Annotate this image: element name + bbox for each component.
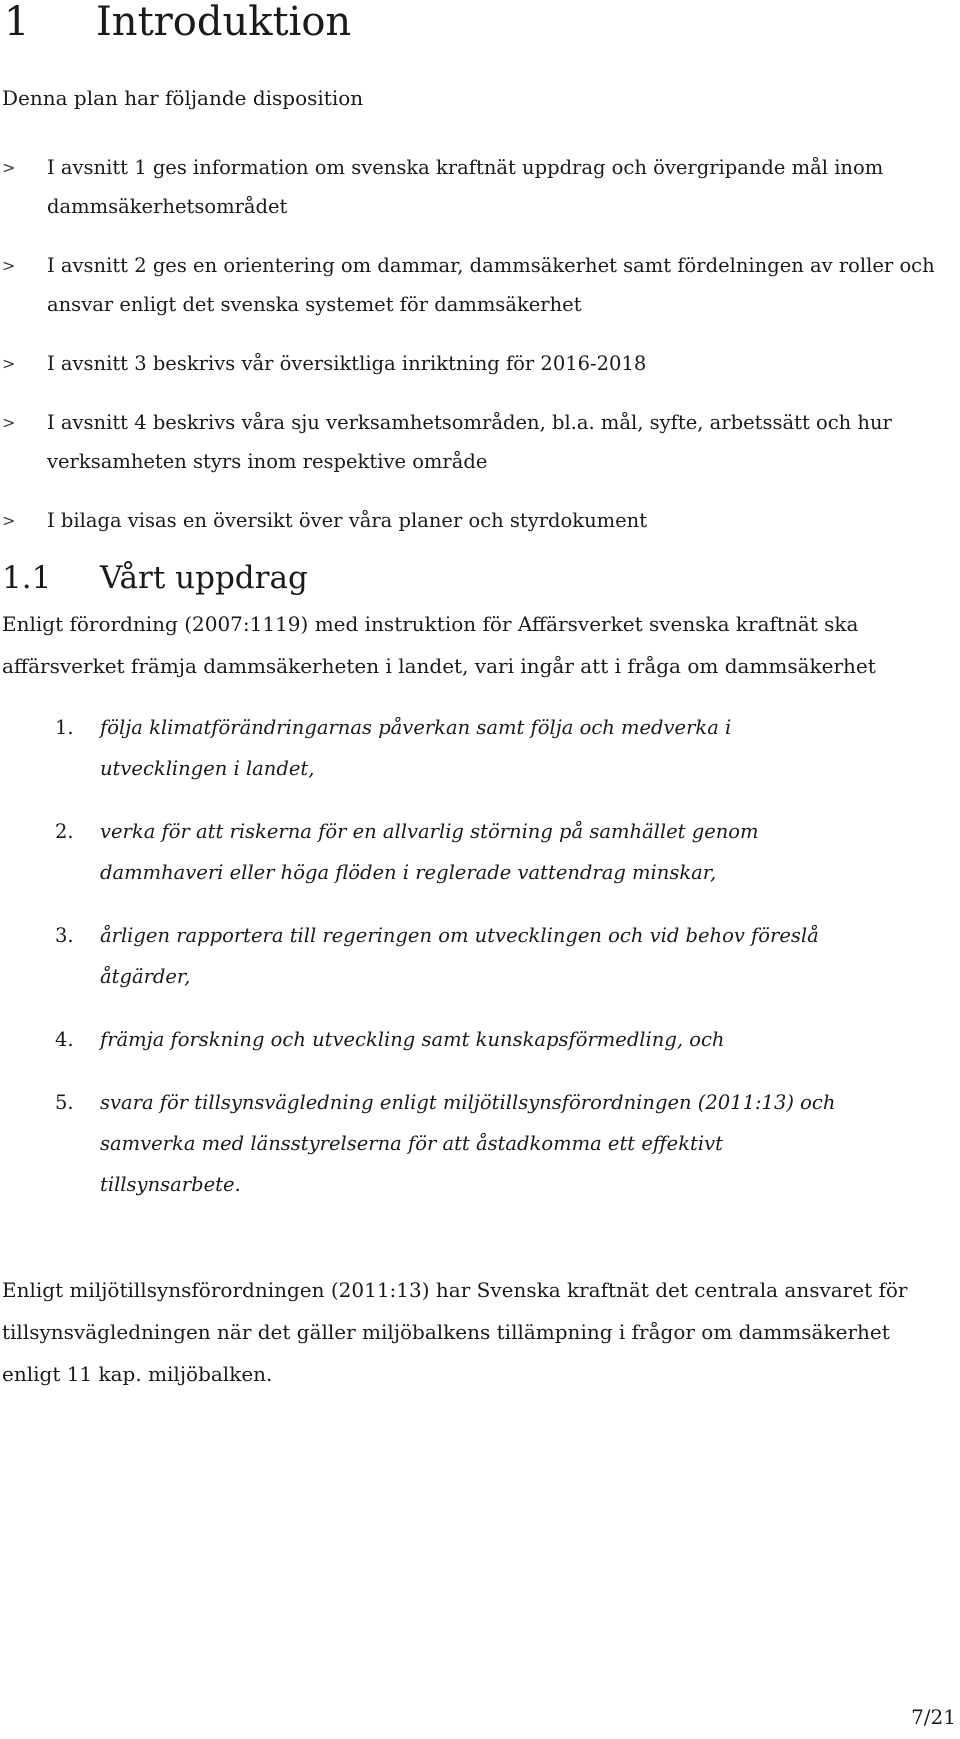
list-item bbox=[0, 1082, 840, 1205]
item-number: 4. bbox=[55, 1028, 74, 1051]
bullet-marker: > bbox=[2, 158, 16, 177]
item-text: främja forskning och utveckling samt kunskapsförmedling, och bbox=[100, 1028, 725, 1051]
item-number: 5. bbox=[55, 1091, 74, 1114]
bullet-marker: > bbox=[2, 354, 16, 373]
paragraph: Enligt förordning (2007:1119) med instruktion för Affärsverket svenska kraftnät ska affärsverket främja dammsäkerheten i landet, vari ingår att i fråga om dammsäkerhet bbox=[2, 612, 876, 678]
list-item bbox=[0, 501, 940, 540]
item-text: svara för tillsynsvägledning enligt miljötillsynsförordningen (2011:13) och samverka med länsstyrelserna för att åstadkomma ett effektivt tillsynsarbete. bbox=[100, 1091, 836, 1196]
item-number: 1. bbox=[55, 716, 74, 739]
item-number: 2. bbox=[55, 820, 74, 843]
numbered-list bbox=[0, 707, 900, 1227]
list-item bbox=[0, 707, 840, 789]
list-item bbox=[0, 1019, 840, 1060]
paragraph: Enligt miljötillsynsförordningen (2011:13) har Svenska kraftnät det centrala ansvaret för tillsynsvägledningen när det gäller miljöbalkens tillämpning i frågor om dammsäkerhet enligt 11 kap. miljöbalken. bbox=[2, 1278, 908, 1386]
bullet-text: I avsnitt 2 ges en orientering om dammar, dammsäkerhet samt fördelningen av roller och ansvar enligt det svenska systemet för dammsäkerhet bbox=[47, 254, 935, 316]
bullet-text: I bilaga visas en översikt över våra planer och styrdokument bbox=[47, 509, 648, 532]
list-item bbox=[0, 811, 840, 893]
item-text: årligen rapportera till regeringen om utvecklingen och vid behov föreslå åtgärder, bbox=[100, 924, 819, 988]
section-heading bbox=[4, 0, 351, 44]
list-item bbox=[0, 403, 940, 481]
subsection-number: 1.1 bbox=[2, 560, 52, 596]
bullet-marker: > bbox=[2, 511, 16, 530]
bullet-text: I avsnitt 3 beskrivs vår översiktliga inriktning för 2016-2018 bbox=[47, 352, 647, 375]
bullet-marker: > bbox=[2, 256, 16, 275]
item-text: verka för att riskerna för en allvarlig störning på samhället genom dammhaveri eller höga flöden i reglerade vattendrag minskar, bbox=[100, 820, 759, 884]
item-number: 3. bbox=[55, 924, 74, 947]
list-item bbox=[0, 344, 940, 383]
bullet-text: I avsnitt 4 beskrivs våra sju verksamhetsområden, bl.a. mål, syfte, arbetssätt och hur verksamheten styrs inom respektive område bbox=[47, 411, 892, 473]
subsection-heading bbox=[2, 560, 308, 596]
item-text: följa klimatförändringarnas påverkan samt följa och medverka i utvecklingen i landet, bbox=[100, 716, 732, 780]
page-number: 7/21 bbox=[911, 1705, 956, 1729]
section-title: Introduktion bbox=[96, 0, 352, 45]
list-item bbox=[0, 148, 940, 226]
list-item bbox=[0, 246, 940, 324]
bullet-text: I avsnitt 1 ges information om svenska kraftnät uppdrag och övergripande mål inom dammsäkerhetsområdet bbox=[47, 156, 884, 218]
section-number: 1 bbox=[4, 0, 30, 45]
intro-text: Denna plan har följande disposition bbox=[2, 86, 364, 110]
list-item bbox=[0, 915, 840, 997]
disposition-list bbox=[0, 148, 940, 560]
bullet-marker: > bbox=[2, 413, 16, 432]
subsection-title: Vårt uppdrag bbox=[100, 560, 308, 596]
